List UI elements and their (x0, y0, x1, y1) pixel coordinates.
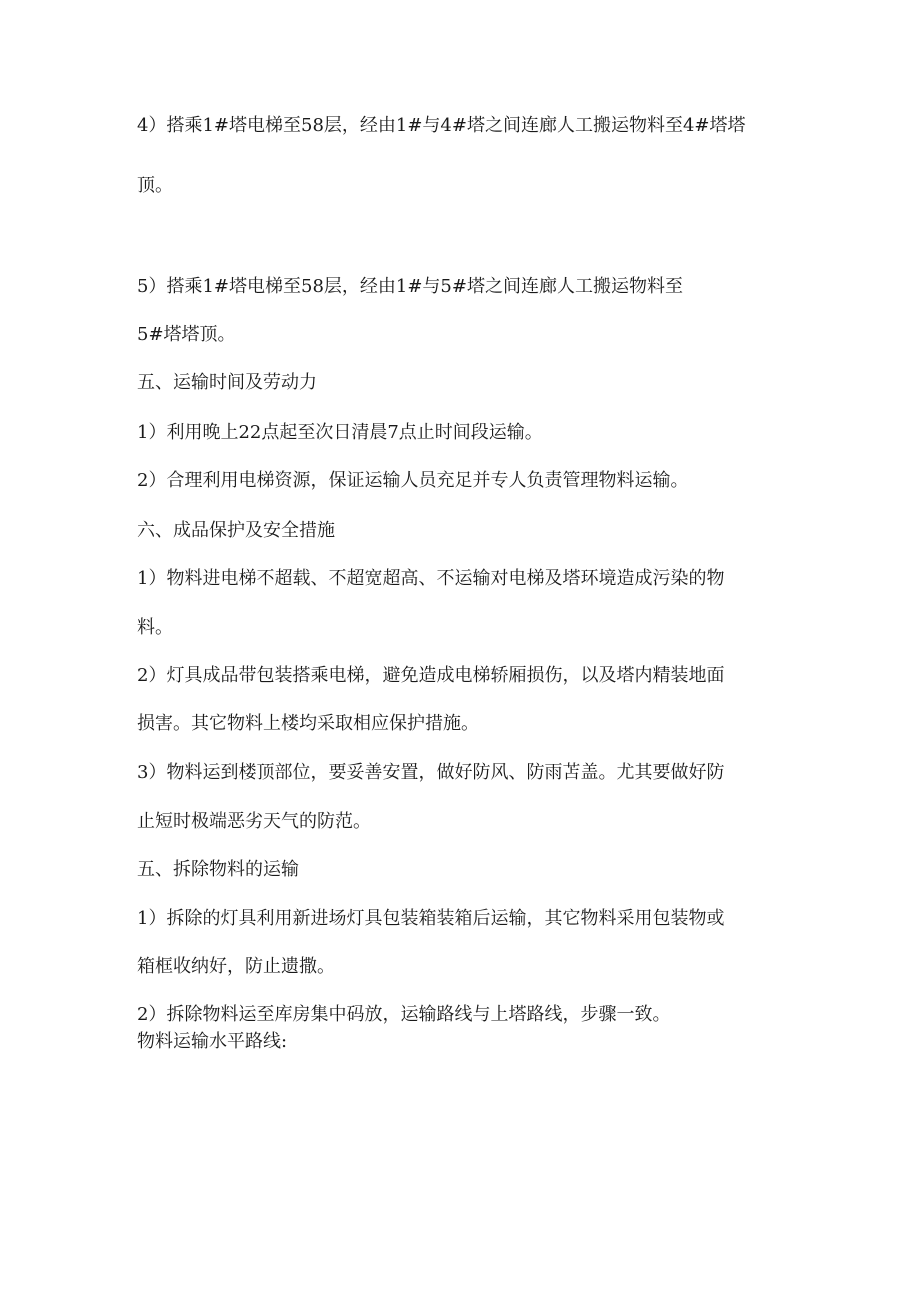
protection-item-3-line-2: 止短时极端恶劣天气的防范。 (137, 811, 371, 832)
protection-item-1-line-2: 料。 (137, 617, 173, 638)
removal-item-2: 2）拆除物料运至库房集中码放，运输路线与上塔路线，步骤一致。 (137, 1004, 671, 1025)
protection-item-3-line-1: 3）物料运到楼顶部位，要妥善安置，做好防风、防雨苫盖。尤其要做好防 (137, 762, 725, 783)
item-4-line-1: 4）搭乘1#塔电梯至58层，经由1#与4#塔之间连廊人工搬运物料至4#塔塔 (137, 115, 746, 136)
removal-item-1-line-2: 箱框收纳好，防止遗撒。 (137, 956, 335, 977)
section-heading-protection: 六、成品保护及安全措施 (137, 520, 335, 541)
section-heading-transport-time: 五、运输时间及劳动力 (137, 372, 317, 393)
item-4-line-2: 顶。 (137, 175, 173, 196)
transport-item-1: 1）利用晚上22点起至次日清晨7点止时间段运输。 (137, 422, 543, 443)
item-5-line-2: 5#塔塔顶。 (137, 324, 236, 345)
transport-item-2: 2）合理利用电梯资源，保证运输人员充足并专人负责管理物料运输。 (137, 470, 689, 491)
protection-item-2-line-2: 损害。其它物料上楼均采取相应保护措施。 (137, 713, 479, 734)
section-heading-removal: 五、拆除物料的运输 (137, 859, 299, 880)
item-5-line-1: 5）搭乘1#塔电梯至58层，经由1#与5#塔之间连廊人工搬运物料至 (137, 276, 683, 297)
protection-item-2-line-1: 2）灯具成品带包装搭乘电梯，避免造成电梯轿厢损伤，以及塔内精装地面 (137, 665, 725, 686)
horizontal-route-heading: 物料运输水平路线: (137, 1031, 288, 1052)
protection-item-1-line-1: 1）物料进电梯不超载、不超宽超高、不运输对电梯及塔环境造成污染的物 (137, 568, 725, 589)
removal-item-1-line-1: 1）拆除的灯具利用新进场灯具包装箱装箱后运输，其它物料采用包装物或 (137, 908, 725, 929)
